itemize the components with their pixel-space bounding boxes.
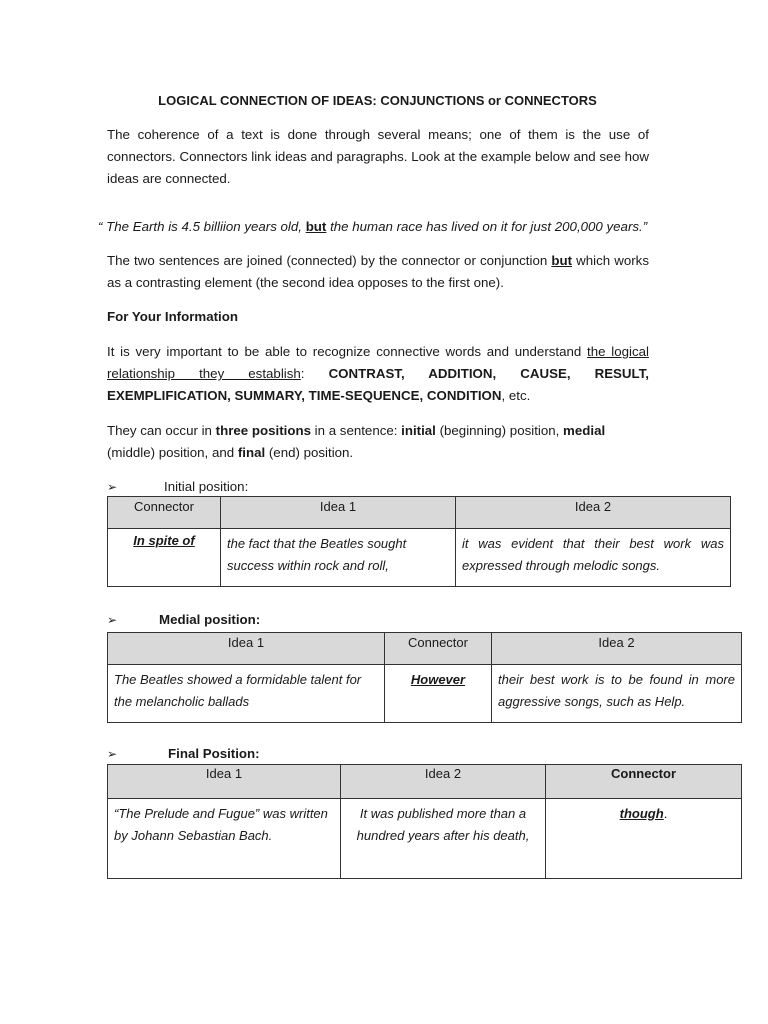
- page-title: LOGICAL CONNECTION OF IDEAS: CONJUNCTIONS or CONNECTORS: [158, 93, 597, 108]
- importance-categories: CONTRAST, ADDITION, CAUSE, RESULT, EXEMPLIFICATION, SUMMARY, TIME-SEQUENCE, CONDITION: [107, 366, 650, 403]
- final-position-heading: [107, 746, 260, 762]
- connector-word: However: [410, 672, 466, 687]
- initial-position-heading: [107, 479, 248, 495]
- positions-bold-initial: initial: [401, 423, 436, 438]
- connector-period: .: [663, 806, 668, 821]
- medial-position-heading: [107, 612, 260, 628]
- table-header-cell: Idea 1: [108, 765, 341, 799]
- quote-text-start: “ The Earth is 4.5 billiion years old,: [98, 219, 306, 234]
- importance-colon: :: [300, 366, 329, 381]
- explanation-text-start: The two sentences are joined (connected) by the connector or conjunction: [107, 253, 552, 268]
- idea2-cell: their best work is to be found in more aggressive songs, such as Help.: [492, 665, 742, 723]
- initial-position-table: [107, 496, 731, 587]
- table-header-cell: Idea 2: [341, 765, 546, 799]
- intro-paragraph: The coherence of a text is done through several means; one of them is the use of connectors. Connectors link ideas and paragraphs. Look at the example below and see how ideas are connected.: [107, 127, 649, 186]
- idea1-cell: The Beatles showed a formidable talent for the melancholic ballads: [108, 665, 385, 723]
- arrow-bullet-icon: ➢: [107, 613, 118, 627]
- table-header-cell: Connector: [385, 633, 492, 665]
- connector-cell: [108, 529, 221, 587]
- quote-text-end: the human race has lived on it for just 200,000 years.”: [326, 219, 648, 234]
- table-header-cell: Connector: [546, 765, 742, 799]
- explanation-text-end: which works as a contrasting element (the second idea opposes to the first one).: [107, 253, 649, 290]
- connector-word: In spite of: [133, 533, 195, 548]
- quote-connector: but: [305, 219, 327, 234]
- table-header-row: [108, 765, 742, 799]
- importance-paragraph: [107, 341, 649, 407]
- importance-text-start: It is very important to be able to recognize connective words and understand: [107, 344, 588, 359]
- idea2-cell: It was published more than a hundred years after his death,: [341, 799, 546, 879]
- final-position-label: Final Position:: [168, 746, 260, 761]
- table-header-cell: Idea 2: [492, 633, 742, 665]
- table-header-row: [108, 633, 742, 665]
- table-header-cell: Idea 1: [221, 497, 456, 529]
- explanation-connector: but: [551, 253, 573, 268]
- connector-cell: [385, 665, 492, 723]
- table-header-cell: Idea 2: [456, 497, 731, 529]
- idea2-cell: it was evident that their best work was expressed through melodic songs.: [456, 529, 731, 587]
- positions-bold-count: three positions: [215, 423, 311, 438]
- table-row: [108, 799, 742, 879]
- medial-position-table: [107, 632, 742, 723]
- idea1-cell: the fact that the Beatles sought success within rock and roll,: [221, 529, 456, 587]
- explanation-paragraph: [107, 250, 649, 294]
- idea1-cell: “The Prelude and Fugue” was written by Johann Sebastian Bach.: [108, 799, 341, 879]
- positions-bold-medial: medial: [563, 423, 606, 438]
- table-header-row: [108, 497, 731, 529]
- connector-word: though: [619, 806, 664, 821]
- example-quote: [98, 216, 678, 238]
- table-header-cell: Connector: [108, 497, 221, 529]
- medial-position-label: Medial position:: [159, 612, 261, 627]
- arrow-bullet-icon: ➢: [107, 480, 118, 494]
- positions-text: (middle) position, and: [107, 445, 238, 460]
- initial-position-label: Initial position:: [164, 479, 249, 494]
- positions-paragraph: [107, 420, 649, 464]
- positions-text: (end) position.: [265, 445, 354, 460]
- table-row: [108, 665, 742, 723]
- positions-text: in a sentence:: [310, 423, 402, 438]
- table-header-cell: Idea 1: [108, 633, 385, 665]
- arrow-bullet-icon: ➢: [107, 747, 118, 761]
- final-position-table: [107, 764, 742, 879]
- importance-underlined: the logical relationship they establish: [107, 344, 649, 381]
- fyi-heading: For Your Information: [107, 309, 238, 324]
- positions-text: They can occur in: [107, 423, 216, 438]
- positions-text: (beginning) position,: [435, 423, 564, 438]
- connector-cell: [546, 799, 742, 879]
- importance-text-end: , etc.: [501, 388, 531, 403]
- positions-bold-final: final: [237, 445, 266, 460]
- table-row: [108, 529, 731, 587]
